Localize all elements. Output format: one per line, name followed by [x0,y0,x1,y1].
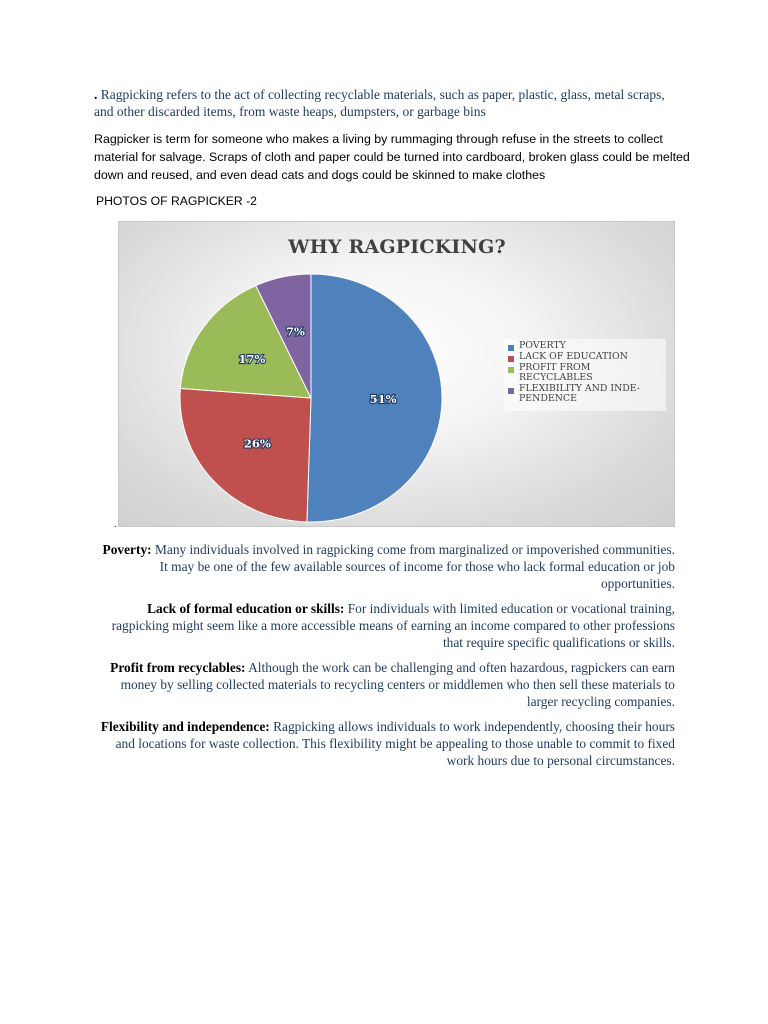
legend-label: FLEXIBILITY AND INDE- PENDENCE [519,383,640,404]
legend-swatch [508,345,514,351]
reason-paragraph [96,659,675,710]
reason-term: Profit from recyclables: [110,660,246,675]
intro-lead: . [94,87,98,102]
definition-paragraph: Ragpicker is term for someone who makes a living by rummaging through refuse in the streets to collect material for salvage. Scraps of cloth and paper could be turned into cardboard, broken glass could be melted down and reused, and even dead cats and dogs could be skinned to make clothes [94,132,690,182]
legend-item [508,352,662,362]
reason-text: Although the work can be challenging and often hazardous, ragpickers can earn money by selling collected materials to recycling centers or middlemen who then sell these materials to larger recycling companies. [120,660,675,709]
legend-swatch [508,367,514,373]
reason-term: Poverty: [102,542,152,557]
reason-term: Lack of formal education or skills: [147,601,345,616]
legend-label: POVERTY [519,340,566,351]
stray-dot: . [114,519,117,530]
chart-title: WHY RAGPICKING? [288,236,506,258]
intro-paragraph [94,86,684,120]
reason-paragraph [96,600,675,651]
reason-paragraph [96,541,675,592]
reason-paragraph [96,718,675,769]
legend-swatch [508,356,514,362]
pie-slice-label: 17% [238,352,266,367]
pie-slice-label: 51% [369,392,397,407]
legend-label: PROFIT FROM RECYCLABLES [519,362,593,383]
pie-slice [180,388,311,522]
pie-slice-label: 26% [243,436,271,451]
reason-text: Many individuals involved in ragpicking come from marginalized or impoverished communities. It may be one of the few available sources of income for those who lack formal education or job opportunities. [151,542,675,591]
pie-chart [118,221,675,527]
intro-text: Ragpicking refers to the act of collecting recyclable materials, such as paper, plastic, glass, metal scraps, and other discarded items, from waste heaps, dumpsters, or garbage bins [94,87,665,119]
pie-slice-label: 7% [285,324,305,339]
reason-text: For individuals with limited education or vocational training, ragpicking might seem like a more accessible means of earning an income compared to other professions that require specific qualifications or skills. [111,601,675,650]
photos-heading: PHOTOS OF RAGPICKER -2 [96,194,257,208]
chart-legend [504,339,666,411]
legend-label: LACK OF EDUCATION [519,351,628,362]
legend-item [508,341,662,351]
legend-swatch [508,388,514,394]
reason-text: Ragpicking allows individuals to work independently, choosing their hours and locations for waste collection. This flexibility might be appealing to those unable to commit to fixed work hours due to personal circumstances. [115,719,675,768]
legend-item [508,363,662,383]
reason-term: Flexibility and independence: [100,719,270,734]
reasons-list [96,541,675,777]
legend-item [508,384,662,404]
